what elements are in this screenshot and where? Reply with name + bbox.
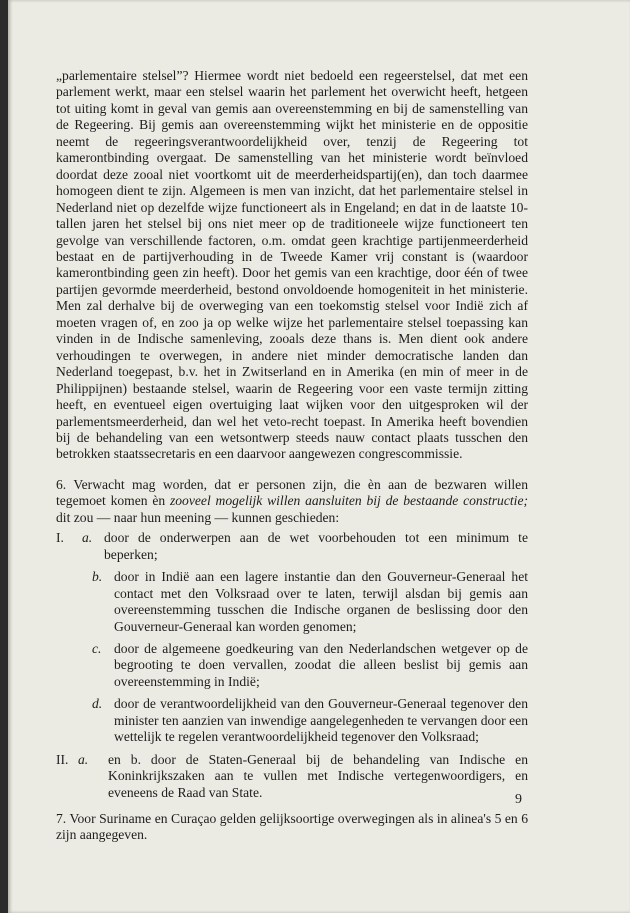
- list-label: a.: [78, 751, 89, 767]
- page-number: 9: [515, 792, 522, 807]
- list-item-II: [56, 752, 528, 801]
- paragraph-6-lead: Verwacht mag worden, dat er personen zijn, die èn aan de bezwaren willen tegemoet komen èn: [56, 476, 528, 509]
- list-label: d.: [92, 696, 103, 712]
- list-text: door de algemeene goedkeuring van den Nederlandschen wetgever op de begrooting te doen vervallen, zoodat die alleen beslist bij gemis aan overeenstemming in Indië;: [114, 640, 528, 689]
- paragraph-6-emphasis: zooveel mogelijk willen aansluiten bij de bestaande constructie;: [169, 493, 529, 509]
- list-item-I-d: [56, 696, 528, 745]
- body-text: [56, 68, 528, 844]
- list-number: [56, 696, 92, 745]
- list-label: c.: [92, 640, 102, 656]
- paragraph-6-number: 6.: [56, 476, 67, 492]
- list-item-I-a: [56, 530, 528, 563]
- document-page: [8, 0, 630, 913]
- list-text: en b. door de Staten-Generaal bij de behandeling van Indische en Koninkrijkszaken aan te vullen met Indische vertegenwoordigers, en eveneens de Raad van State.: [108, 751, 528, 800]
- list-text: door in Indië aan een lagere instantie dan den Gouverneur-Generaal het contact met den Volksraad over te laten, terwijl alsdan bij gemis aan overeenstemming tusschen die Indische organen de beslissing door den Gouverneur-Generaal kan worden genomen;: [114, 569, 528, 634]
- paragraph-6: [56, 477, 528, 526]
- list-item-I-b: [56, 569, 528, 635]
- paragraph-6-tail: dit zou — naar hun meening — kunnen geschieden:: [56, 509, 340, 525]
- list-text: door de verantwoordelijkheid van den Gouverneur-Generaal tegenover den minister ten aanzien van inwendige aangelegenheden te vervangen door een wettelijk te regelen verantwoordelijkheid tegenover den Volksraad;: [114, 696, 528, 745]
- list-label: b.: [92, 569, 103, 585]
- list-number: I.: [56, 530, 64, 546]
- list-text: door de onderwerpen aan de wet voorbehouden tot een minimum te beperken;: [104, 530, 528, 562]
- list-number: II.: [56, 751, 69, 767]
- list-item-I-c: [56, 641, 528, 690]
- list-label: a.: [82, 530, 93, 546]
- paragraph-5: „parlementaire stelsel”? Hiermee wordt niet bedoeld een regeerstelsel, dat met een parlement werkt, maar een stelsel waarin het parlement het overwicht heeft, hetgeen tot uiting komt in geval van gemis aan overeenstemming en bij de samenstelling van de Regeering. Bij gemis aan overeenstemming wijkt het ministerie en de oppositie neemt de regeeringsverantwoordelijkheid over, tenzij de Regeering tot kamerontbinding overgaat. De samenstelling van het ministerie wordt beïnvloed doordat deze zooal niet voortkomt uit de meerderheidspartij(en), dan toch daarmee homogeen dient te zijn. Algemeen is men van inzicht, dat het parlementaire stelsel in Nederland niet op dezelfde wijze functioneert als in Engeland; en dat in de laatste 10-tallen jaren het stelsel bij ons niet meer op de traditioneele wijze functioneert ten gevolge van verschillende factoren, o.m. omdat geen krachtige partijenmeerderheid bestaat en de partijverhouding in de Tweede Kamer vrij constant is (waardoor kamerontbinding geen zin heeft). Door het gemis van een krachtige, door één of twee partijen gevormde meerderheid, bestond onvoldoende homogeniteit in het ministerie. Men zal derhalve bij de overweging van een toekomstig stelsel voor Indië zich af moeten vragen of, en zoo ja op welke wijze het parlementaire stelsel toepassing kan vinden in de Indische samenleving, zooals deze thans is. Men dient ook andere verhoudingen te overwegen, in andere niet minder democratische landen dan Nederland toegepast, b.v. het in Zwitserland en in Amerika (en min of meer in de Philippijnen) bestaande stelsel, waarin de Regeering voor een vaste termijn zitting heeft, en eventueel eigen overtuiging laat wijken voor den uitgesproken wil der parlementsmeerderheid, dan wel het veto-recht toepast. In Amerika heeft bovendien bij de behandeling van een wetsontwerp steeds nauw contact plaats tusschen den betrokken staatssecretaris en een daarvoor aangewezen congrescommissie.: [56, 68, 528, 462]
- list-number: [56, 641, 92, 690]
- list-number: [56, 569, 92, 635]
- paragraph-7: 7. Voor Suriname en Curaçao gelden gelijksoortige overwegingen als in alinea's 5 en 6 zijn aangegeven.: [56, 811, 528, 843]
